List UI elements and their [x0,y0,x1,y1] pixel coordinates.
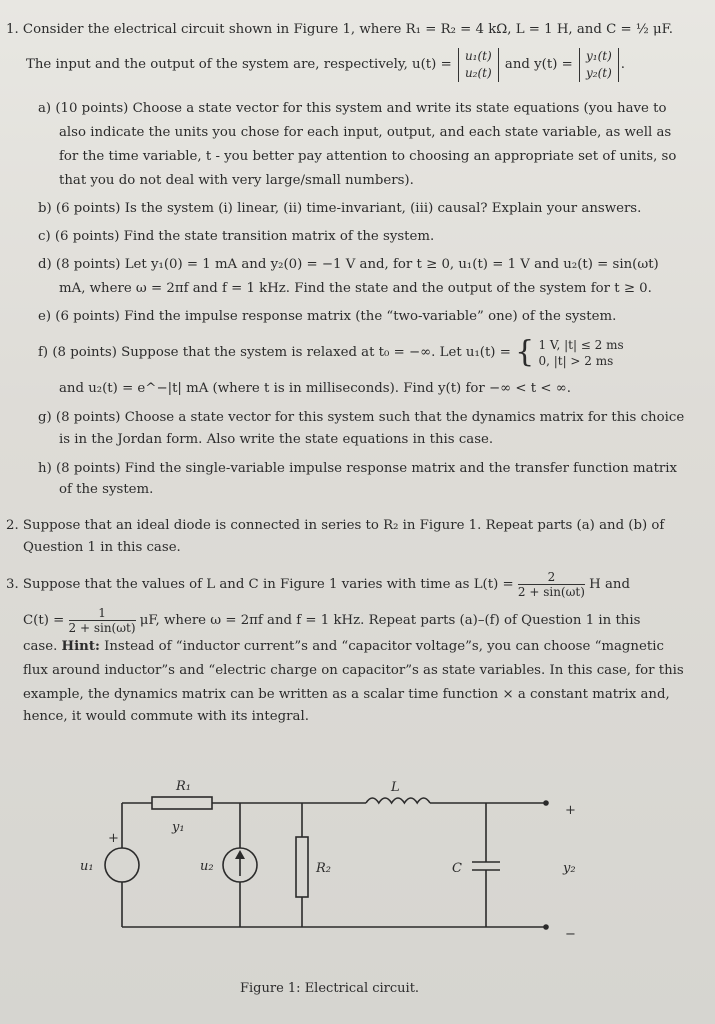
q1g-line1: g) (8 points) Choose a state vector for this system such that the dynamics matrix for this choice [38,410,685,425]
q1b: b) (6 points) Is the system (i) linear, (ii) time-invariant, (iii) causal? Explain your answers. [38,201,642,216]
q1-io-line: The input and the output of the system are, respectively, u(t) = u₁(t) u₂(t) and y(t) = y₁(t) y₂(t). [26,48,626,80]
inductor-l [366,798,430,803]
C-eq-pre: C(t) = [23,613,65,628]
q1h-line2: of the system. [59,482,154,497]
label-u2: u₂ [200,859,214,874]
label-c: C [452,861,462,876]
q1f-pre: f) (8 points) Suppose that the system is relaxed at t₀ = −∞. Let u₁(t) = [38,345,511,360]
q3-line3-pre: case. [23,639,58,654]
label-y2: y₂ [563,861,576,876]
q1h-line1: h) (8 points) Find the single-variable impulse response matrix and the transfer function matrix [38,461,678,476]
label-r2: R₂ [316,861,331,876]
terminal-bottom [543,924,549,930]
L-denominator: 2 + sin(ωt) [517,585,585,599]
q1a-line3: for the time variable, t - you better pay attention to choosing an appropriate set of units, so [59,149,677,164]
y-vector-1: y₁(t) [586,48,612,63]
q1c: c) (6 points) Find the state transition matrix of the system. [38,229,435,244]
voltage-source-u1 [105,848,139,882]
y-vector-2: y₂(t) [586,65,612,80]
label-y1: y₁ [172,820,185,835]
q1a-line4: that you do not deal with very large/small numbers). [59,173,414,188]
C-numerator: 1 [69,606,136,621]
q3-line1-post: H and [589,577,630,592]
left-brace: { [515,334,535,370]
q1a-line2: also indicate the units you chose for each input, output, and each state variable, as well as [59,125,672,140]
resistor-r2 [296,837,308,897]
label-y2-plus: + [565,803,576,818]
label-u1-plus: + [108,831,119,846]
label-l: L [391,780,400,795]
C-denominator: 2 + sin(ωt) [68,621,136,635]
q3-line5: example, the dynamics matrix can be written as a scalar time function × a constant matrix and, [23,687,670,702]
label-r1: R₁ [176,779,191,794]
q3-line2-post: μF, where ω = 2πf and f = 1 kHz. Repeat parts (a)–(f) of Question 1 in this [139,613,641,628]
q3-pre: 3. Suppose that the values of L and C in Figure 1 varies with time as L(t) = [6,577,514,592]
q1-io-pre: The input and the output of the system are, respectively, u(t) = [26,57,452,72]
u1-case-2: 0, |t| > 2 ms [538,353,614,368]
q1-intro: 1. Consider the electrical circuit shown in Figure 1, where R₁ = R₂ = 4 kΩ, L = 1 H, and C = ½ μF. [6,22,674,37]
resistor-r1 [152,797,212,809]
u-vector-2: u₂(t) [464,65,492,80]
label-u1: u₁ [80,859,94,874]
q2-line1: 2. Suppose that an ideal diode is connected in series to R₂ in Figure 1. Repeat parts (a) and (b) of [6,518,665,533]
q1e: e) (6 points) Find the impulse response matrix (the “two-variable” one) of the system. [38,309,617,324]
q1-io-mid: and y(t) = [504,57,573,72]
figure-caption: Figure 1: Electrical circuit. [240,981,420,996]
hint-label: Hint: [61,639,100,654]
q3-line3-post: Instead of “inductor current”s and “capacitor voltage”s, you can choose “magnetic [104,639,664,654]
q1f-line2: and u₂(t) = e^−|t| mA (where t is in milliseconds). Find y(t) for −∞ < t < ∞. [59,381,572,396]
q3-line4: flux around inductor”s and “electric charge on capacitor”s as state variables. In this case, for this [23,663,684,678]
q1a-line1: a) (10 points) Choose a state vector for this system and write its state equations (you have to [38,101,667,116]
q3-line6: hence, it would commute with its integral. [23,709,309,724]
u-vector-1: u₁(t) [464,48,492,63]
L-numerator: 2 [518,570,585,585]
label-y2-minus: − [565,927,576,942]
current-arrow-head [235,850,245,859]
q1d-line1: d) (8 points) Let y₁(0) = 1 mA and y₂(0) = −1 V and, for t ≥ 0, u₁(t) = 1 V and u₂(t) = sin(ωt) [38,257,659,272]
q2-line2: Question 1 in this case. [23,540,181,555]
q1g-line2: is in the Jordan form. Also write the state equations in this case. [59,432,494,447]
q1d-line2: mA, where ω = 2πf and f = 1 kHz. Find the state and the output of the system for t ≥ 0. [59,281,652,296]
terminal-top [543,800,549,806]
u1-case-1: 1 V, |t| ≤ 2 ms [538,337,624,352]
